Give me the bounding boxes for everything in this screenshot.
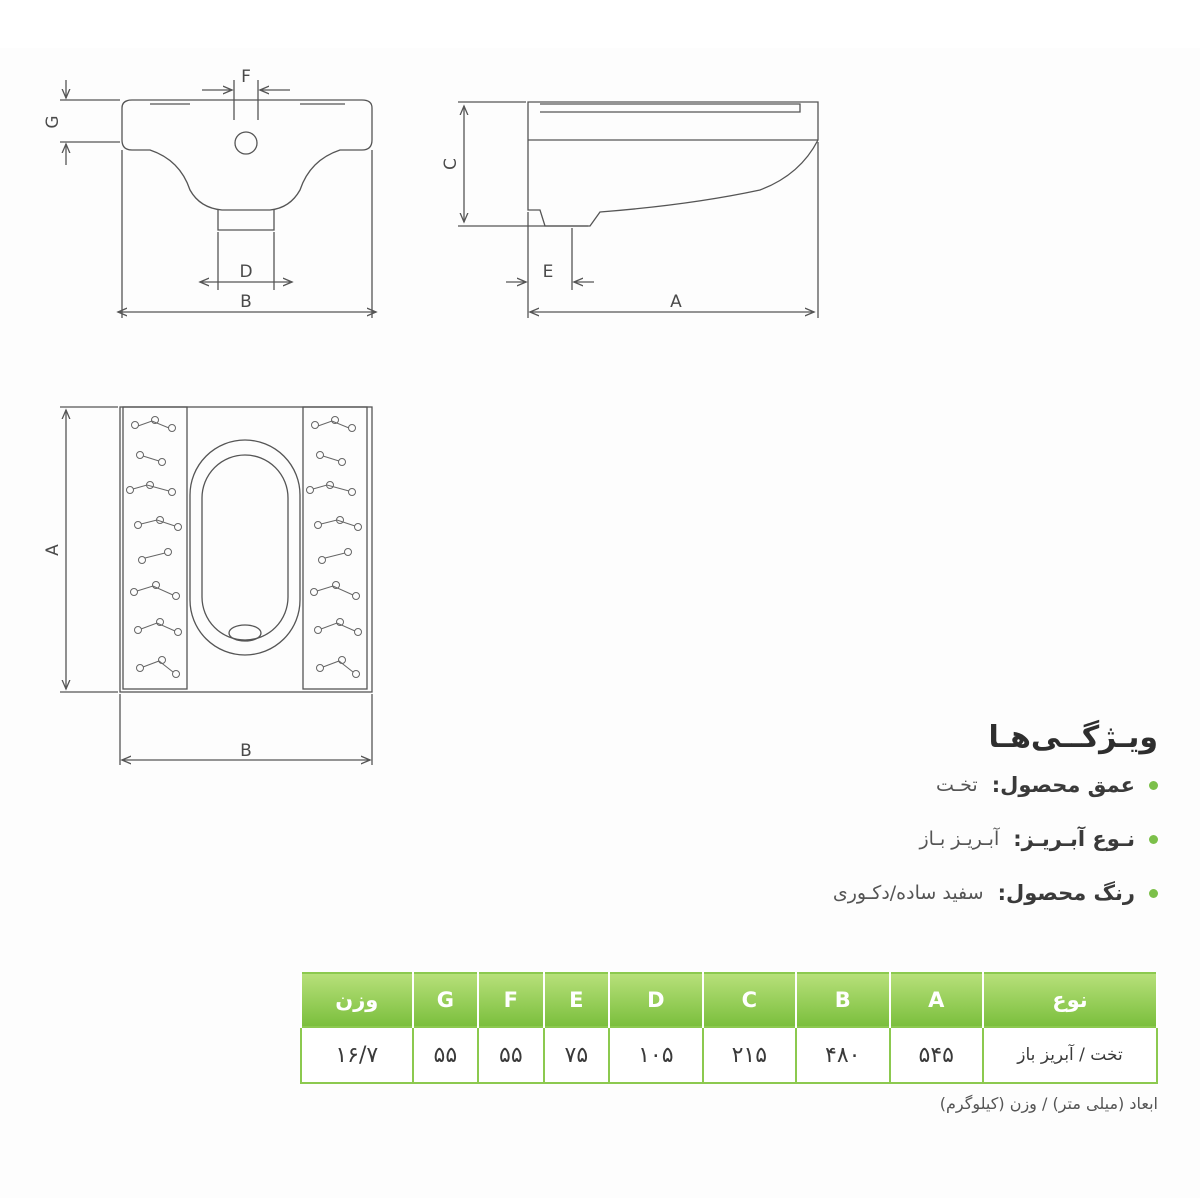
header-e: E <box>544 973 609 1027</box>
bullet-icon <box>1149 835 1158 844</box>
header-weight: وزن <box>301 973 413 1027</box>
header-a: A <box>890 973 983 1027</box>
front-view <box>60 80 376 318</box>
side-view <box>458 102 818 318</box>
dim-label-a-top: A <box>43 544 63 556</box>
bullet-icon <box>1149 889 1158 898</box>
feature-value: آبـریـز بـاز <box>919 828 1000 850</box>
feature-value: تخـت <box>935 774 978 796</box>
spec-table <box>300 972 1158 1084</box>
feature-label: رنگ محصول: <box>997 881 1135 905</box>
cell-b: ۴۸۰ <box>796 1027 889 1083</box>
features-title: ویـژگــی‌هـا <box>988 720 1158 755</box>
header-type: نوع <box>983 973 1157 1027</box>
dim-label-b-front: B <box>240 292 252 312</box>
feature-label: عمق محصول: <box>991 773 1135 797</box>
cell-f: ۵۵ <box>478 1027 543 1083</box>
header-g: G <box>413 973 478 1027</box>
cell-g: ۵۵ <box>413 1027 478 1083</box>
feature-item-depth <box>638 773 1158 797</box>
table-row <box>301 1027 1157 1083</box>
cell-a: ۵۴۵ <box>890 1027 983 1083</box>
cell-d: ۱۰۵ <box>609 1027 702 1083</box>
dim-label-c: C <box>441 158 461 170</box>
feature-label: نـوع آبـریـز: <box>1013 827 1135 851</box>
header-d: D <box>609 973 702 1027</box>
features-section <box>638 720 1158 935</box>
top-view <box>60 407 372 765</box>
dim-label-e: E <box>542 262 554 282</box>
cell-e: ۷۵ <box>544 1027 609 1083</box>
units-note: ابعاد (میلی متر) / وزن (کیلوگرم) <box>939 1094 1158 1113</box>
feature-value: سفید ساده/دکـوری <box>832 882 984 904</box>
feature-item-color <box>638 881 1158 905</box>
spec-header-row <box>301 973 1157 1027</box>
dim-label-f: F <box>241 67 251 87</box>
cell-type: تخت / آبریز باز <box>983 1027 1157 1083</box>
header-b: B <box>796 973 889 1027</box>
cell-c: ۲۱۵ <box>703 1027 796 1083</box>
dim-label-a-side: A <box>670 292 682 312</box>
dim-label-g: G <box>43 115 63 129</box>
header-c: C <box>703 973 796 1027</box>
dimension-labels <box>43 67 682 761</box>
feature-item-drain <box>638 827 1158 851</box>
dim-label-b-top: B <box>240 741 252 761</box>
header-f: F <box>478 973 543 1027</box>
dim-label-d: D <box>239 262 253 282</box>
features-list <box>638 773 1158 905</box>
cell-weight: ۱۶/۷ <box>301 1027 413 1083</box>
bullet-icon <box>1149 781 1158 790</box>
